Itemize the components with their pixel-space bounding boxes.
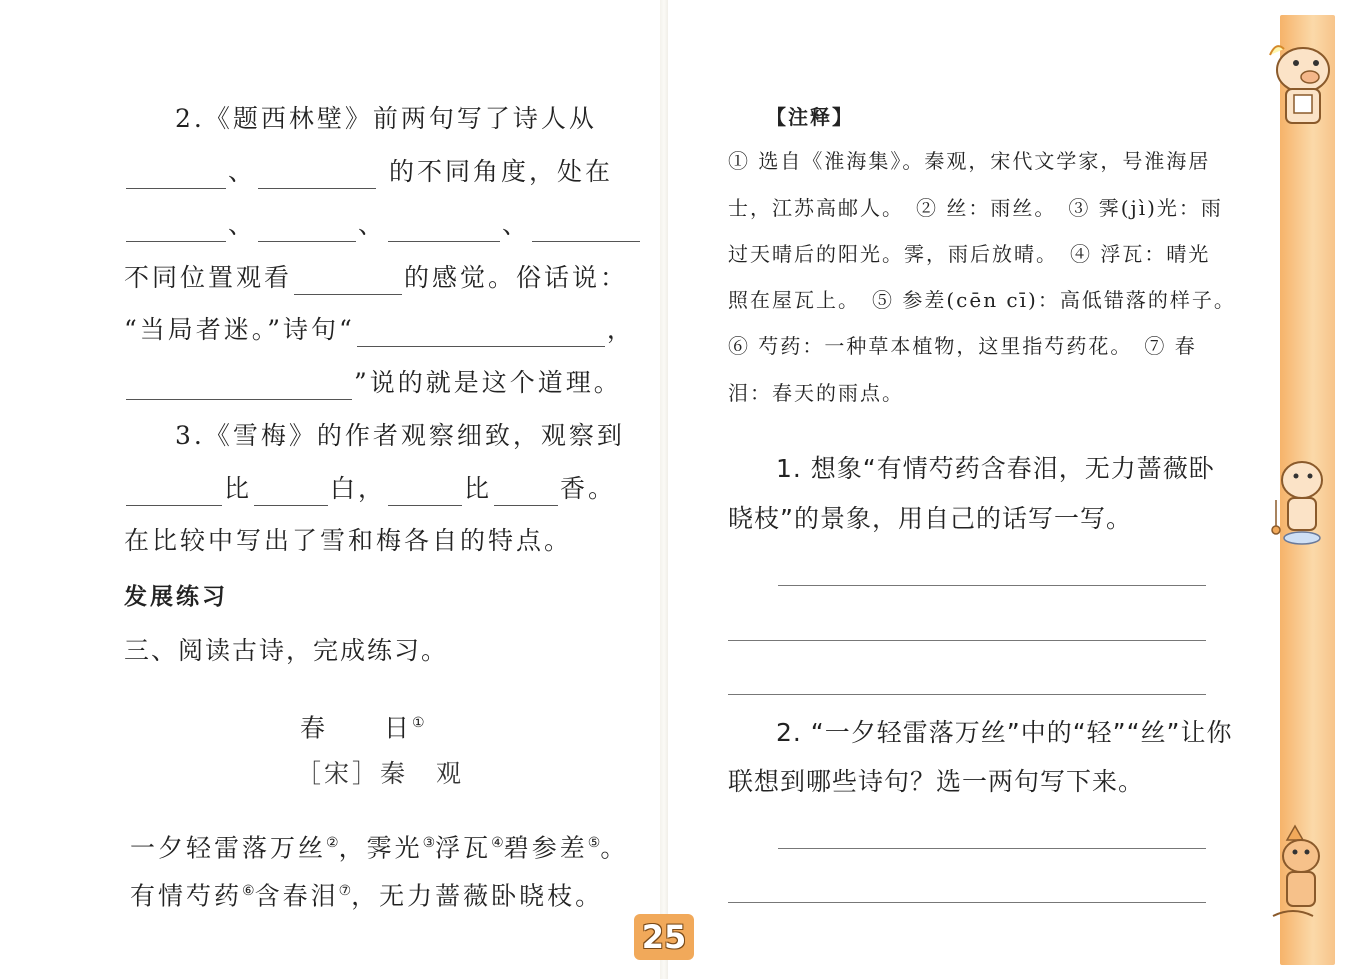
answer-blank[interactable] [388,215,500,242]
answer-blank[interactable] [294,268,402,295]
poem-author: ［宋］秦 观 [296,759,465,788]
footnote-marker: ① [412,715,425,731]
writing-line[interactable] [728,902,1206,903]
q3-text-line3: 在比较中写出了雪和梅各自的特点。 [124,526,573,555]
answer-blank[interactable] [126,215,226,242]
page-gutter [660,0,668,979]
note-line: ⑥ 芍药：一种草本植物，这里指芍药花。 ⑦ 春 [728,334,1197,358]
left-page [0,0,660,979]
poem-line2: 有情芍药⑥含春泪⑦，无力蔷薇卧晓枝。 [130,881,604,911]
page-number: 25 [634,914,694,960]
q2-text-line1: 2. “一夕轻雷落万丝”中的“轻”“丝”让你 [776,718,1233,747]
task-title: 三、阅读古诗，完成练习。 [124,636,449,665]
notes-heading: 【注释】 [766,105,854,129]
answer-blank[interactable] [254,479,328,506]
answer-blank[interactable] [126,373,352,400]
fox-mascot-icon [1265,820,1340,925]
q2-text-line4: 不同位置观看 的感觉。俗话说： [124,261,628,295]
q2-text-line3: 、 、 、 [124,208,642,242]
writing-line[interactable] [778,848,1206,849]
writing-line[interactable] [778,585,1206,586]
q3-text-line1: 3.《雪梅》的作者观察细致，观察到 [175,421,625,450]
q2-text-line2: 、 的不同角度，处在 [124,155,613,189]
right-page [668,0,1280,979]
answer-blank[interactable] [388,479,462,506]
q1-text-line2: 晓枝”的景象，用自己的话写一写。 [728,504,1132,533]
q3-text-line2: 比 白， 比 香。 [124,472,616,506]
note-line: 照在屋瓦上。 ⑤ 参差(cēn cī)：高低错落的样子。 [728,288,1236,312]
q1-text-line1: 1. 想象“有情芍药含春泪，无力蔷薇卧 [776,454,1215,483]
answer-blank[interactable] [258,215,356,242]
poem-title: 春 日① [300,713,425,743]
q2-text-line6: ”说的就是这个道理。 [124,366,622,400]
answer-blank[interactable] [126,479,222,506]
answer-blank[interactable] [258,162,376,189]
pig-mascot-icon [1258,25,1338,135]
pig-yoyo-mascot-icon [1262,450,1332,550]
q2-text-line5: “当局者迷。”诗句“ ， [124,313,635,347]
writing-line[interactable] [728,694,1206,695]
note-line: 过天晴后的阳光。霁，雨后放晴。 ④ 浮瓦：晴光 [728,242,1211,266]
section-title: 发展练习 [124,584,228,610]
answer-blank[interactable] [357,320,605,347]
writing-line[interactable] [728,640,1206,641]
answer-blank[interactable] [532,215,640,242]
q2-text-line1: 2.《题西林壁》前两句写了诗人从 [175,104,597,133]
q2-text-line2: 联想到哪些诗句？选一两句写下来。 [728,767,1145,796]
note-line: 士，江苏高邮人。 ② 丝：雨丝。 ③ 霁(jì)光：雨 [728,196,1223,220]
note-line: 泪：春天的雨点。 [728,381,904,405]
answer-blank[interactable] [126,162,226,189]
answer-blank[interactable] [494,479,558,506]
poem-line1: 一夕轻雷落万丝②，霁光③浮瓦④碧参差⑤。 [130,833,629,863]
note-line: ① 选自《淮海集》。秦观，宋代文学家，号淮海居 [728,149,1211,173]
